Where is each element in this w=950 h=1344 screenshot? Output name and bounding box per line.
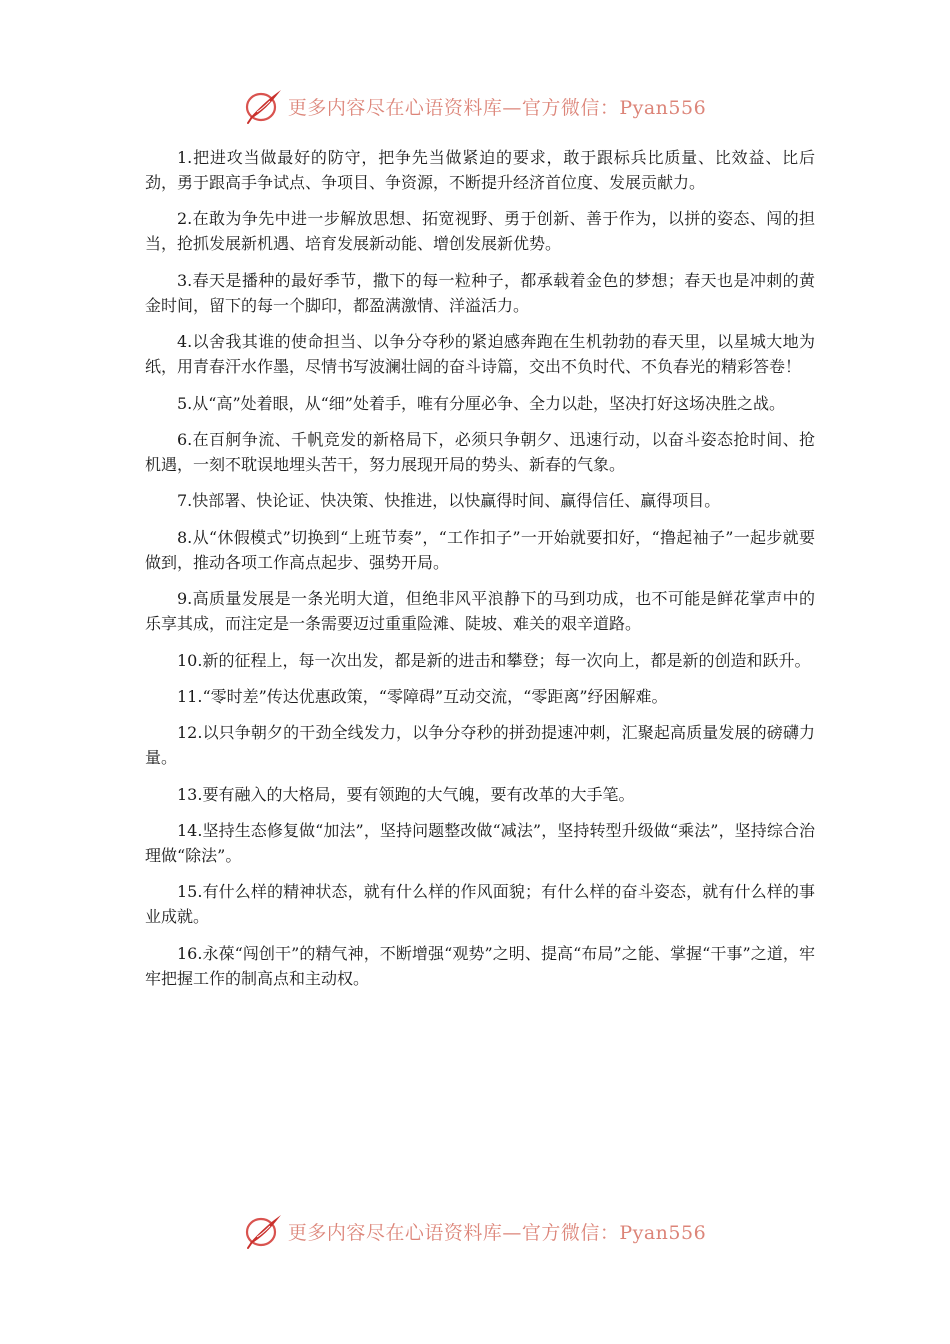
paragraph: 2.在敢为争先中进一步解放思想、拓宽视野、勇于创新、善于作为，以拼的姿态、闯的担当，抢抓发展新机遇、培育发展新动能、增创发展新优势。 xyxy=(145,209,815,254)
paragraph: 10.新的征程上，每一次出发，都是新的进击和攀登；每一次向上，都是新的创造和跃升。 xyxy=(177,650,811,670)
paragraph: 4.以舍我其谁的使命担当、以争分夺秒的紧迫感奔跑在生机勃勃的春天里，以星城大地为纸，用青春汗水作墨，尽情书写波澜壮阔的奋斗诗篇，交出不负时代、不负春光的精彩答卷！ xyxy=(145,332,815,377)
paragraph: 15.有什么样的精神状态，就有什么样的作风面貌；有什么样的奋斗姿态，就有什么样的事业成就。 xyxy=(145,882,815,927)
paragraph: 6.在百舸争流、千帆竞发的新格局下，必须只争朝夕、迅速行动，以奋斗姿态抢时间、抢机遇，一刻不耽误地埋头苦干，努力展现开局的势头、新春的气象。 xyxy=(145,429,815,474)
header-banner xyxy=(0,86,950,126)
paragraph: 8.从“休假模式”切换到“上班节奏”，“工作扣子”一开始就要扣好，“撸起袖子”一起步就要做到，推动各项工作高点起步、强势开局。 xyxy=(145,527,815,572)
paragraph: 11.“零时差”传达优惠政策，“零障碍”互动交流，“零距离”纾困解难。 xyxy=(177,686,668,706)
paragraph: 13.要有融入的大格局，要有领跑的大气魄，要有改革的大手笔。 xyxy=(177,784,635,804)
paragraph: 3.春天是播种的最好季节，撒下的每一粒种子，都承载着金色的梦想；春天也是冲刺的黄金时间，留下的每一个脚印，都盈满激情、洋溢活力。 xyxy=(145,270,815,315)
content-body xyxy=(145,145,815,1002)
quill-logo-icon xyxy=(244,1212,284,1250)
paragraph: 12.以只争朝夕的干劲全线发力，以争分夺秒的拼劲提速冲刺，汇聚起高质量发展的磅礴力量。 xyxy=(145,723,815,768)
paragraph: 1.把进攻当做最好的防守，把争先当做紧迫的要求，敢于跟标兵比质量、比效益、比后劲，勇于跟高手争试点、争项目、争资源，不断提升经济首位度、发展贡献力。 xyxy=(145,148,815,192)
paragraph: 7.快部署、快论证、快决策、快推进，以快赢得时间、赢得信任、赢得项目。 xyxy=(177,491,721,511)
quill-logo-icon xyxy=(244,87,284,125)
paragraph: 14.坚持生态修复做“加法”，坚持问题整改做“减法”，坚持转型升级做“乘法”，坚持综合治理做“除法”。 xyxy=(145,821,815,866)
banner-text: 更多内容尽在心语资料库—官方微信：Pyan556 xyxy=(287,96,707,119)
paragraph: 5.从“高”处着眼，从“细”处着手，唯有分厘必争、全力以赴，坚决打好这场决胜之战。 xyxy=(177,393,785,413)
paragraph: 9.高质量发展是一条光明大道，但绝非风平浪静下的马到功成，也不可能是鲜花掌声中的乐享其成，而注定是一条需要迈过重重险滩、陡坡、难关的艰辛道路。 xyxy=(145,589,815,634)
banner-text: 更多内容尽在心语资料库—官方微信：Pyan556 xyxy=(287,1221,707,1244)
footer-banner xyxy=(0,1211,950,1251)
paragraph: 16.永葆“闯创干”的精气神，不断增强“观势”之明、提高“布局”之能、掌握“干事”之道，牢牢把握工作的制高点和主动权。 xyxy=(145,943,815,988)
